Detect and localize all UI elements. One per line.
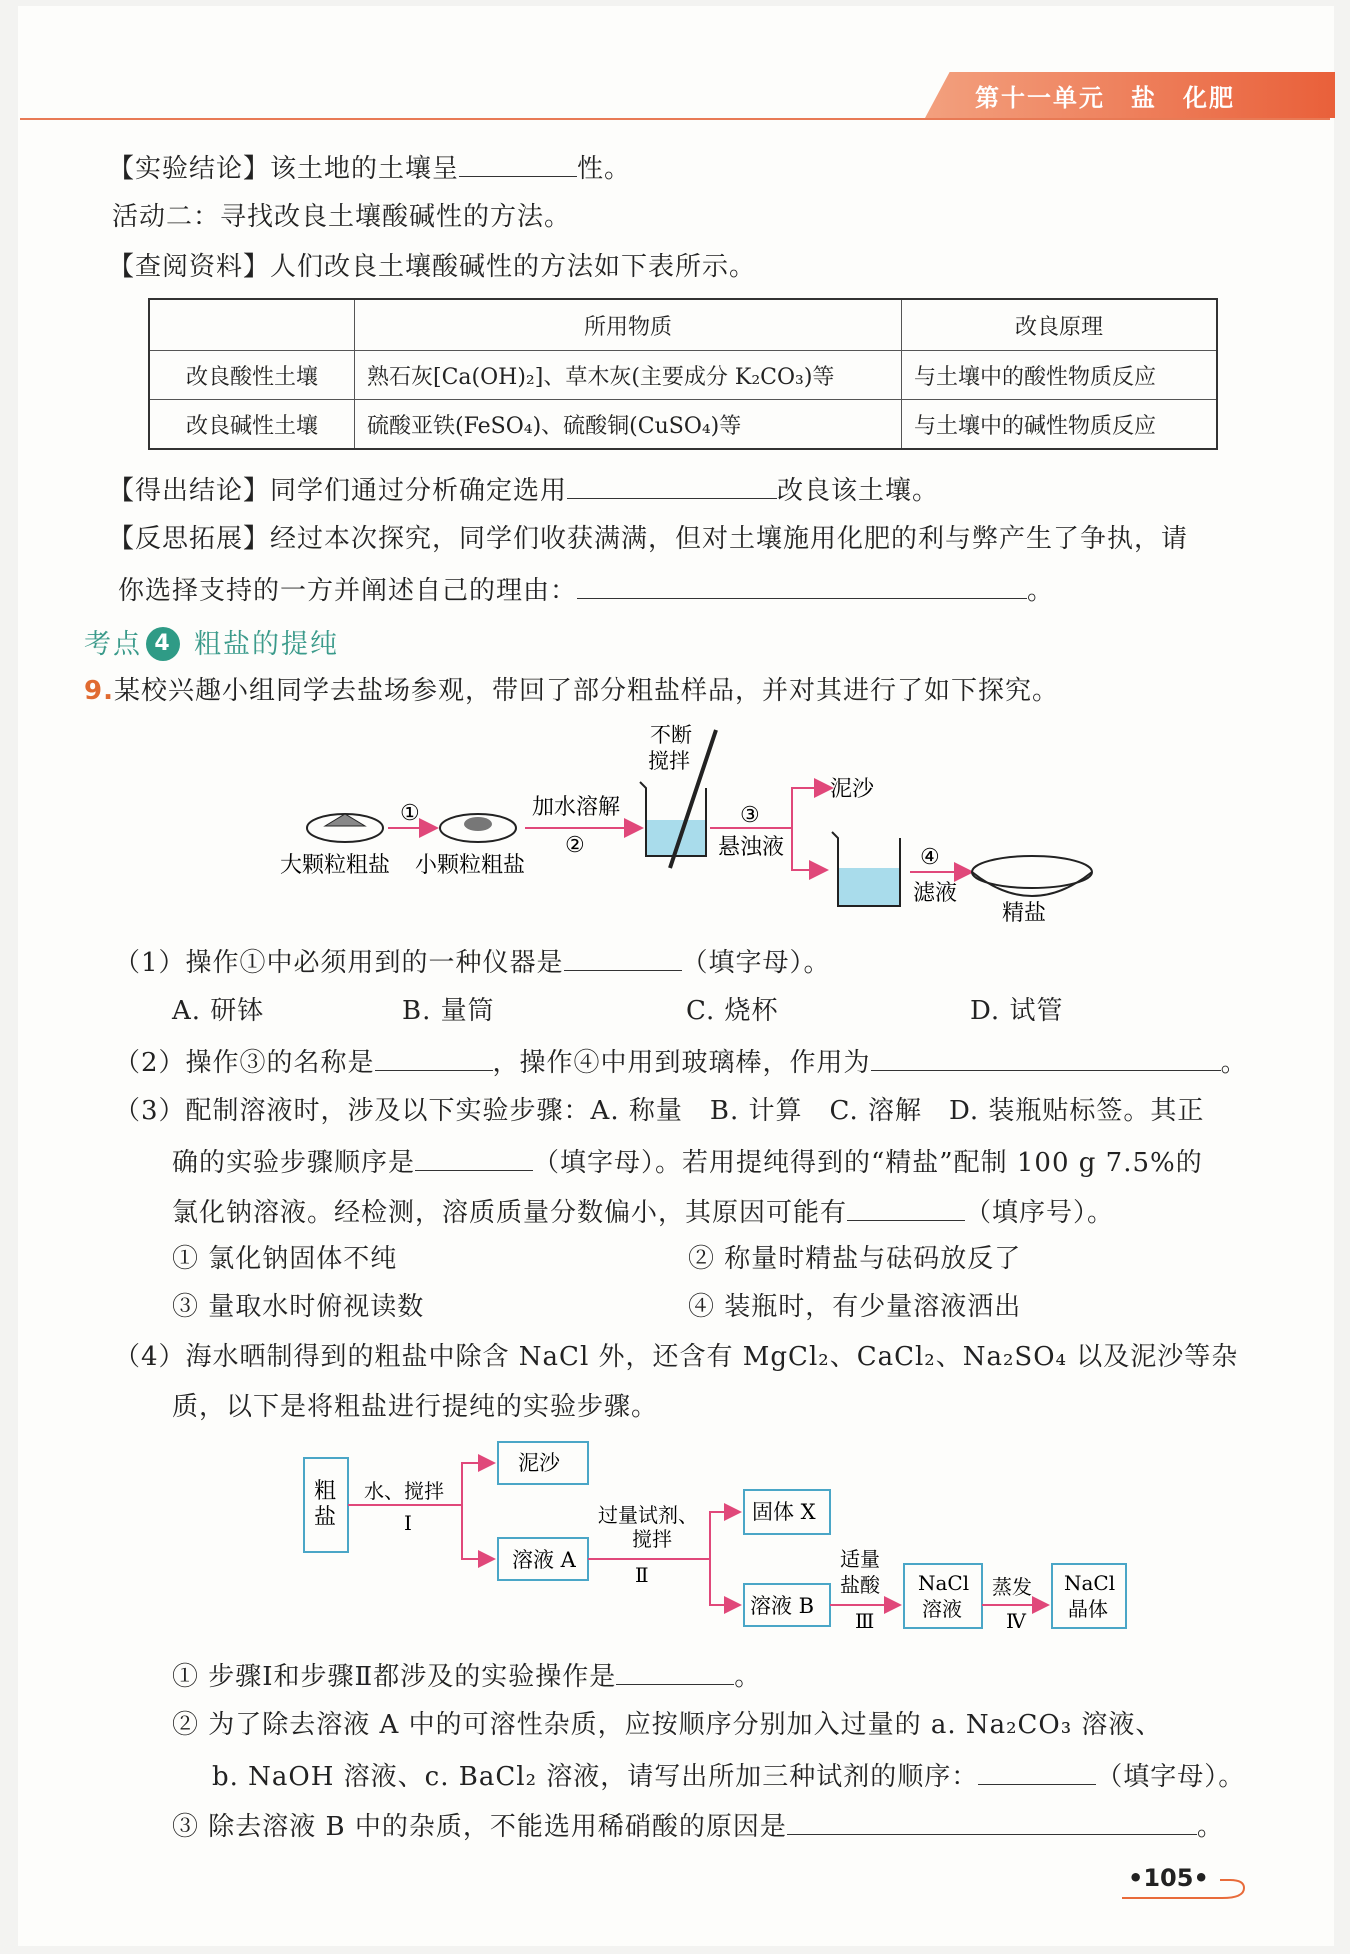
step-i-label: Ⅰ [404,1511,412,1535]
answer-blank[interactable] [375,1044,493,1071]
q1-suffix: （填字母）。 [681,948,831,978]
purification-diagram [270,720,1110,940]
table-header-row [149,299,1217,351]
q4b-suffix: （填字母）。 [1096,1762,1246,1792]
experiment-conclusion-line [108,150,631,186]
solution-a-text: 溶液 A [512,1548,576,1572]
table-header-cell [149,299,355,351]
answer-blank[interactable] [415,1144,533,1171]
table-cell: 改良酸性土壤 [149,351,355,400]
acid-label-2: 盐酸 [840,1573,880,1597]
conclusion-text: 【实验结论】该土地的土壤呈 [108,154,460,184]
q3-choice-4: ④ 装瓶时，有少量溶液洒出 [688,1292,1022,1322]
unit-title: 第十一单元 盐 化肥 [975,84,1235,112]
suspension-label: 悬浊液 [718,835,785,860]
solid-x-text: 固体 X [752,1500,816,1524]
reflection-text: 你选择支持的一方并阐述自己的理由： [118,576,578,606]
subquestion-2 [114,1044,1248,1080]
table-cell: 熟石灰[Ca(OH)₂]、草木灰(主要成分 K₂CO₃)等 [355,351,902,400]
small-grain-salt-dish-icon [440,814,516,842]
sand-label: 泥沙 [830,777,875,802]
sand-text: 泥沙 [518,1451,560,1475]
q2-mid: ，操作④中用到玻璃棒，作用为 [492,1048,871,1078]
answer-blank[interactable] [616,1658,734,1685]
page-number-swoosh-icon [1122,1872,1252,1902]
reflection-line-2 [118,572,1054,608]
conclusion-suffix: 性。 [577,154,632,184]
table-row [149,351,1217,400]
conclusion2-suffix: 改良该土壤。 [777,476,940,506]
soil-improvement-table [148,298,1218,450]
nacl-solution-text-2: 溶液 [922,1597,962,1621]
evaporating-dish-icon [972,856,1092,896]
q4b-text: b. NaOH 溶液、c. BaCl₂ 溶液，请写出所加三种试剂的顺序： [212,1762,979,1792]
q3-text-cont: （填字母）。若用提纯得到的“精盐”配制 100 g 7.5%的 [533,1148,1203,1178]
nacl-crystal-text-1: NaCl [1064,1571,1116,1595]
table-header-cell: 改良原理 [902,299,1218,351]
table-row [149,400,1217,450]
beaker-filtrate-icon [832,832,900,906]
crude-label-2: 盐 [314,1505,337,1530]
table-header-cell: 所用物质 [355,299,902,351]
step2-label: ② [565,833,585,858]
conclusion2-text: 【得出结论】同学们通过分析确定选用 [108,476,568,506]
header-rule [20,118,1330,120]
answer-blank[interactable] [787,1808,1197,1835]
answer-blank[interactable] [567,472,777,499]
question-number: 9. [84,676,114,706]
water-stir-label: 水、搅拌 [364,1479,444,1503]
evaporate-label: 蒸发 [992,1575,1032,1599]
big-salt-label: 大颗粒粗盐 [280,853,391,878]
q1-text: （1）操作①中必须用到的一种仪器是 [114,948,564,978]
answer-blank[interactable] [847,1194,965,1221]
period: 。 [734,1662,762,1692]
kaodian-heading [84,622,339,665]
q4-part-2-line-2 [212,1758,1245,1794]
solution-b-text: 溶液 B [750,1594,815,1618]
table-cell: 与土壤中的碱性物质反应 [902,400,1218,450]
q3-choice-3: ③ 量取水时俯视读数 [172,1292,425,1322]
step4-label: ④ [920,845,940,870]
step1-label: ① [400,801,420,826]
q4-part-3 [172,1808,1224,1844]
kaodian-number-badge: 4 [146,627,180,661]
filtrate-label: 滤液 [913,881,958,906]
q3-text: 确的实验步骤顺序是 [172,1148,416,1178]
subquestion-3-line-3 [172,1194,1114,1230]
fine-salt-label: 精盐 [1002,901,1047,926]
nacl-solution-text-1: NaCl [918,1571,970,1595]
reagent-label-2: 搅拌 [632,1527,672,1551]
answer-blank[interactable] [577,572,1027,599]
option-c: C. 烧杯 [686,996,779,1026]
table-cell: 硫酸亚铁(FeSO₄)、硫酸铜(CuSO₄)等 [355,400,902,450]
add-water-label: 加水溶解 [532,795,621,820]
q3-choice-1: ① 氯化钠固体不纯 [172,1244,398,1274]
subquestion-1 [114,944,831,980]
salt-purification-flowchart [300,1438,1140,1648]
q4a-text: ① 步骤Ⅰ和步骤Ⅱ都涉及的实验操作是 [172,1662,617,1692]
nacl-crystal-text-2: 晶体 [1068,1597,1108,1621]
q4-part-2-line-1: ② 为了除去溶液 A 中的可溶性杂质，应按顺序分别加入过量的 a. Na₂CO₃ 溶液、 [172,1710,1163,1740]
option-d: D. 试管 [970,996,1064,1026]
question-text: 某校兴趣小组同学去盐场参观，带回了部分粗盐样品，并对其进行了如下探究。 [113,676,1059,706]
subquestion-4-line-1: （4）海水晒制得到的粗盐中除含 NaCl 外，还含有 MgCl₂、CaCl₂、Na₂SO₄ 以及泥沙等杂 [114,1342,1239,1372]
acid-label-1: 适量 [840,1547,880,1571]
kaodian-label: 考点 [84,629,142,660]
answer-blank[interactable] [978,1758,1096,1785]
kaodian-title: 粗盐的提纯 [194,629,339,660]
step-ii-label: Ⅱ [635,1563,649,1587]
stir-label-2: 搅拌 [648,749,690,773]
subquestion-3-line-2 [172,1144,1203,1180]
q4c-text: ③ 除去溶液 B 中的杂质，不能选用稀硝酸的原因是 [172,1812,787,1842]
q4-part-1 [172,1658,761,1694]
option-b: B. 量筒 [402,996,495,1026]
subquestion-4-line-2: 质，以下是将粗盐进行提纯的实验步骤。 [172,1392,659,1422]
period: 。 [1027,576,1055,606]
step-iii-label: Ⅲ [855,1609,875,1633]
q2-text: （2）操作③的名称是 [114,1048,375,1078]
answer-blank[interactable] [871,1044,1221,1071]
reflection-line-1: 【反思拓展】经过本次探究，同学们收获满满，但对土壤施用化肥的利与弊产生了争执，请 [108,524,1189,554]
table-cell: 改良碱性土壤 [149,400,355,450]
step-iv-label: Ⅳ [1006,1609,1026,1633]
page-number: •105• [1128,1864,1209,1892]
consult-materials: 【查阅资料】人们改良土壤酸碱性的方法如下表所示。 [108,252,757,282]
question-9 [84,674,1059,708]
option-a: A. 研钵 [172,996,265,1026]
answer-blank[interactable] [564,944,682,971]
stir-label-1: 不断 [650,723,692,747]
big-grain-salt-dish-icon [307,814,383,842]
draw-conclusion-line [108,472,939,508]
crude-label-1: 粗 [314,1479,337,1504]
activity-two: 活动二：寻找改良土壤酸碱性的方法。 [112,202,572,232]
period: 。 [1196,1812,1224,1842]
step3-label: ③ [740,803,760,828]
q3-text-cont: （填序号）。 [965,1198,1115,1228]
q3-choice-2: ② 称量时精盐与砝码放反了 [688,1244,1022,1274]
period: 。 [1220,1048,1248,1078]
q3-text: 氯化钠溶液。经检测，溶质质量分数偏小，其原因可能有 [172,1198,848,1228]
subquestion-3-line-1: （3）配制溶液时，涉及以下实验步骤：A. 称量 B. 计算 C. 溶解 D. 装瓶贴标签。其正 [114,1096,1205,1126]
table-cell: 与土壤中的酸性物质反应 [902,351,1218,400]
answer-blank[interactable] [459,150,577,177]
small-salt-label: 小颗粒粗盐 [415,853,526,878]
reagent-label-1: 过量试剂、 [598,1503,698,1527]
